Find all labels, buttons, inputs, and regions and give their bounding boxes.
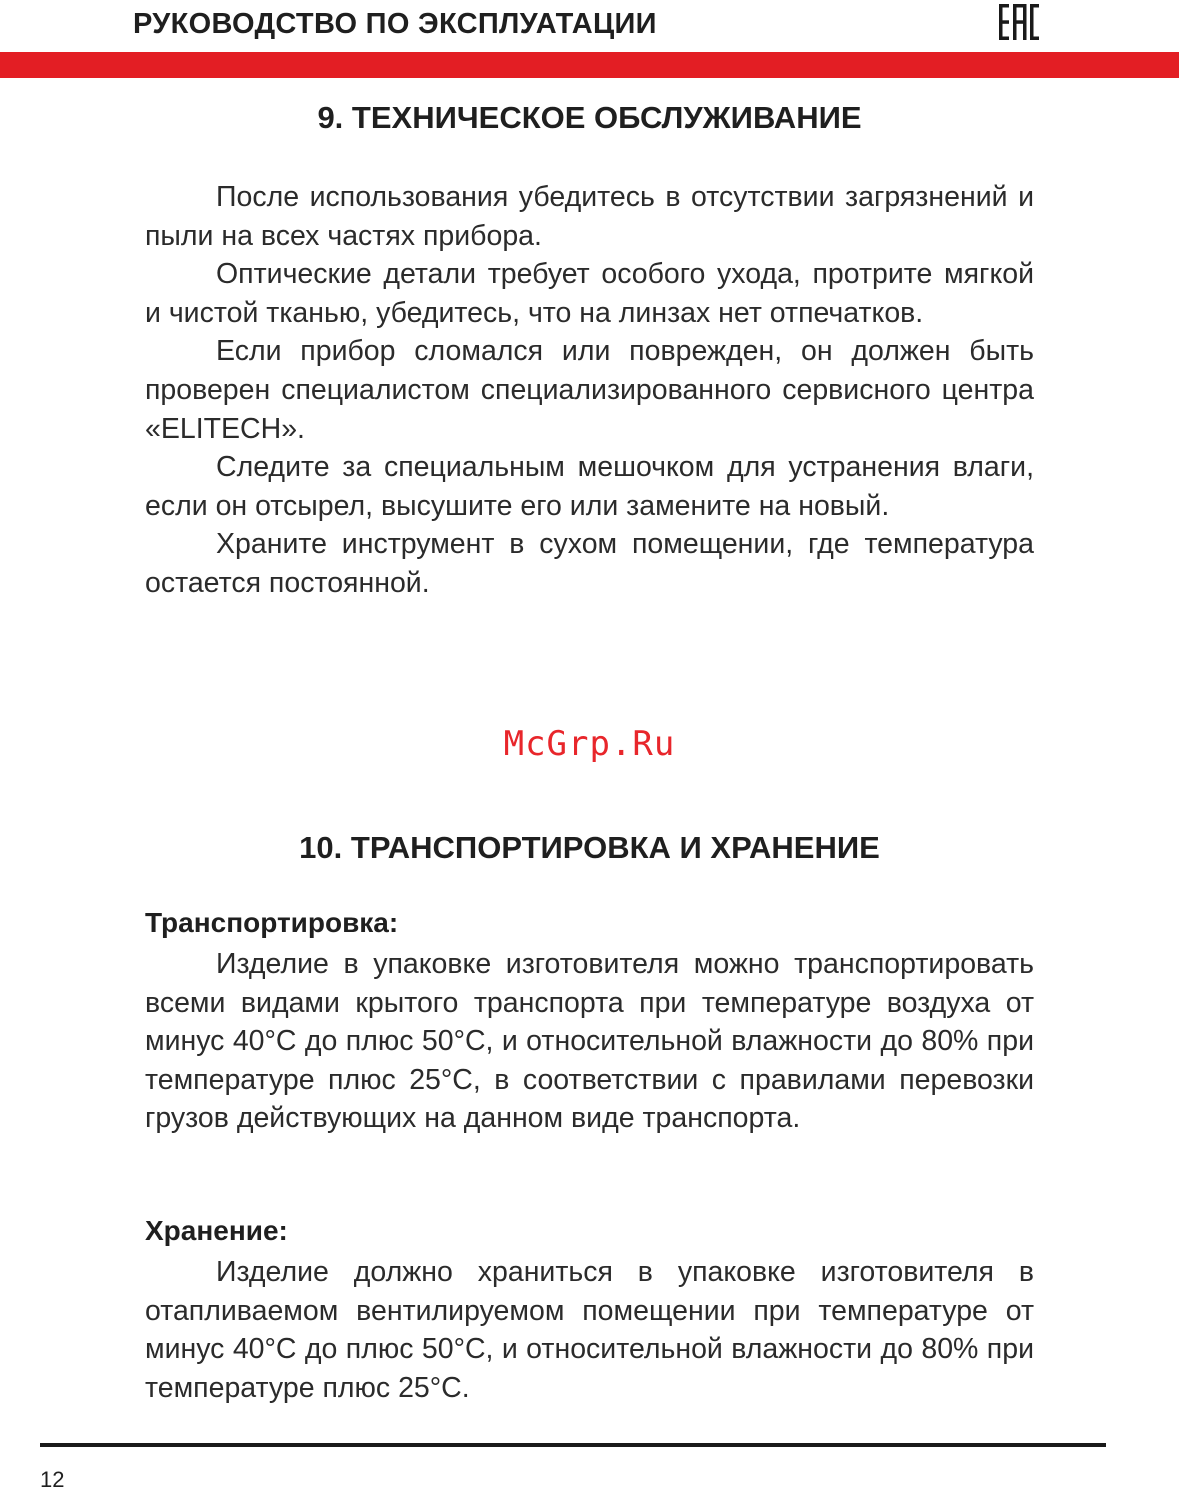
section-9-heading: 9. ТЕХНИЧЕСКОЕ ОБСЛУЖИВАНИЕ <box>317 100 862 135</box>
storage-subheading: Хранение: <box>145 1215 288 1246</box>
header-accent-bar <box>0 52 1179 78</box>
watermark-text: McGrp.Ru <box>503 724 676 764</box>
paragraph: Оптические детали требует особого ухода, протрите мягкой и чистой тканью, убедитесь, что на линзах нет отпечатков. <box>145 258 1034 329</box>
paragraph: Изделие в упаковке изготовителя можно транспортировать всеми видами крытого транспорта при температуре воздуха от минус 40°С до плюс 50°С, и относительной влажности до 80% при температуре плюс 25°С, в соответствии с правилами перевозки грузов действующих на данном виде транспорта. <box>145 948 1034 1135</box>
footer-divider <box>40 1443 1106 1447</box>
section-9-body <box>145 178 1034 603</box>
paragraph: Храните инструмент в сухом помещении, где температура остается постоянной. <box>145 528 1034 599</box>
paragraph: Изделие должно храниться в упаковке изготовителя в отапливаемом вентилируемом помещении при температуре от минус 40°С до плюс 50°С, и относительной влажности до 80% при температуре плюс 25°С. <box>145 1256 1034 1404</box>
storage-body <box>145 1253 1034 1407</box>
document-header-title: РУКОВОДСТВО ПО ЭКСПЛУАТАЦИИ <box>133 8 657 40</box>
paragraph: Если прибор сломался или поврежден, он должен быть проверен специалистом специализированного сервисного центра «ELITECH». <box>145 335 1034 445</box>
section-10-heading: 10. ТРАНСПОРТИРОВКА И ХРАНЕНИЕ <box>299 830 880 865</box>
transport-subheading: Транспортировка: <box>145 907 399 938</box>
paragraph: После использования убедитесь в отсутствии загрязнений и пыли на всех частях прибора. <box>145 181 1034 252</box>
eac-mark-icon <box>997 2 1041 42</box>
transport-body <box>145 945 1034 1138</box>
page-number: 12 <box>40 1467 65 1492</box>
paragraph: Следите за специальным мешочком для устранения влаги, если он отсырел, высушите его или замените на новый. <box>145 451 1034 522</box>
